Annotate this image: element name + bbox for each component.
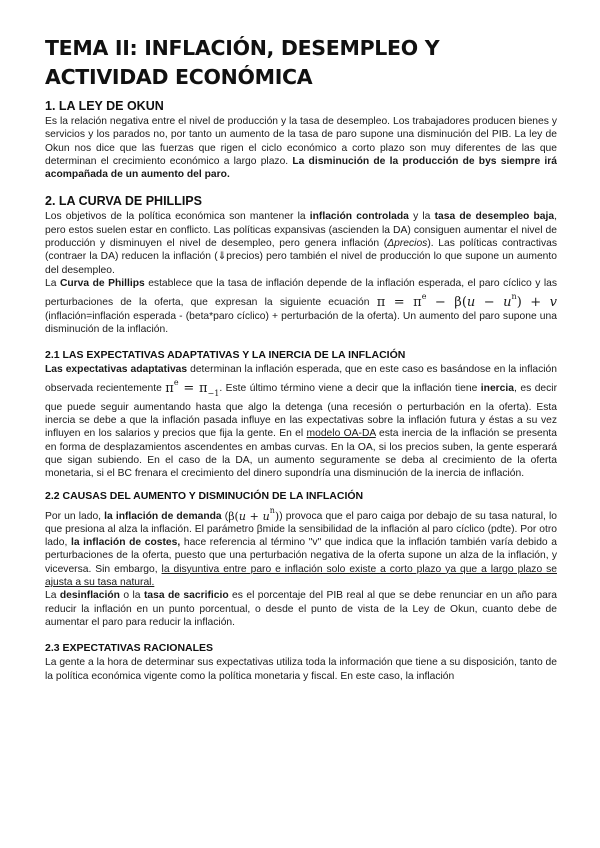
document-title: TEMA II: INFLACIÓN, DESEMPLEO Y ACTIVIDAD ECONÓMICA (45, 36, 440, 89)
text-run: establece que la tasa de inflación depende de la inflación esperada, el paro cíclico y las perturbaciones de la oferta, que expresan la siguiente ecuación (45, 277, 557, 309)
text-run: y la (408, 211, 435, 223)
section-1-heading: 1. LA LEY DE OKUN (45, 99, 164, 113)
text-run: esta inercia de la inflación se presenta en forma de desplazamientos ascendentes en ambas curvas. En la OA, si los precios suben, la gente esperará que sigan subiendo. En el caso de la DA, un aumento seguramente se deba al crecimiento de la oferta monetaria, si el BC frenara el crecimiento del dinero supondría una disminución de la inercia de inflación. (45, 428, 558, 480)
text-run: , pero estos suelen estar en conflicto. Las políticas expansivas (ascienden la DA) consiguen aumentar el nivel de producción y disminuyen el nivel de desempleo, pero genera inflación ( (45, 211, 557, 250)
text-run: determinan la inflación esperada, que en este caso es basándose en la inflación observada recientemente (45, 364, 557, 395)
phillips-paragraph-1 (45, 210, 557, 276)
phillips-equation: $\pi = \pi^e - \beta(u - u^n) + v$ (376, 292, 557, 311)
text-run: es el porcentaje del PIB real al que se debe renunciar en un año para reducir la inflación en un punto porcentual, o desde el punto de vista de la Ley de Okun, cuanto debe de aumentar el paro para reducir la inflación. (45, 590, 557, 628)
section-2-3-heading: 2.3 EXPECTATIVAS RACIONALES (45, 642, 214, 655)
text-run: Por un lado, (45, 510, 105, 522)
text-run: . Este último término viene a decir que la inflación tiene (219, 383, 481, 395)
bold-curva-phillips: Curva de Phillips (59, 277, 145, 289)
text-run: La (45, 277, 60, 289)
text-run: ). Las políticas contractivas (contraer la DA) reducen la inflación (⇓precios) pero también el nivel de producción lo que supone un aumento del desempleo. (45, 238, 557, 276)
causas-paragraph-1 (45, 504, 557, 590)
text-run: ) provoca que el paro caiga por debajo de su tasa natural, lo que presiona al alza la inflación. El parámetro βmide la sensibilidad de la inflación al paro cíclico (pdte). Por otro lado, (45, 510, 557, 549)
section-2-2-heading: 2.2 CAUSAS DEL AUMENTO Y DISMINUCIÓN DE LA INFLACIÓN (45, 489, 364, 502)
phillips-paragraph-2 (45, 277, 557, 336)
text-run: La (45, 590, 60, 602)
expectativas-paragraph (45, 363, 557, 480)
section-2-1-heading: 2.1 LAS EXPECTATIVAS ADAPTATIVAS Y LA INERCIA DE LA INFLACIÓN (45, 349, 406, 362)
demand-term-equation: $\beta(u + u^n)$ (228, 505, 280, 523)
adaptive-expectations-equation: $\pi^e = \pi_{-1}$ (165, 378, 220, 399)
bold-inflacion-controlada: inflación controlada (309, 211, 409, 223)
okun-text: Es la relación negativa entre el nivel de producción y la tasa de desempleo. Los trabajadores producen bienes y servicios y los parados no, por tanto un aumento de la tasa de paro supone una disminución del PIB. La ley de Okun nos dice que las fuerzas que rigen el ciclo económico a corto plazo son muy diferentes de las que determinan el crecimiento económico a largo plazo. (45, 116, 557, 167)
underlined-modelo-oa-da: modelo OA-DA (306, 428, 376, 440)
section-2-heading: 2. LA CURVA DE PHILLIPS (45, 194, 202, 209)
delta-precios: Δprecios (387, 238, 428, 250)
bold-inflacion-demanda: la inflación de demanda (104, 510, 222, 522)
bold-desinflacion: desinflación (59, 590, 120, 602)
text-run: hace referencia al término "v" que indica que la inflación también varía debido a perturbaciones de la oferta, puesto que una perturbación negativa de la oferta supone un alza de la inflación, y viceversa. Sin embargo, (45, 537, 557, 575)
bold-inercia: inercia (480, 383, 514, 395)
bold-tasa-desempleo: tasa de desempleo baja (434, 211, 555, 223)
bold-expectativas-adaptativas: Las expectativas adaptativas (45, 364, 188, 376)
okun-bold-conclusion: La disminución de la producción de bys siempre irá acompañada de un aumento del paro. (45, 155, 557, 181)
bold-inflacion-costes: la inflación de costes, (70, 537, 181, 549)
text-run: ( (221, 510, 229, 522)
text-run: (inflación=inflación esperada - (beta*paro cíclico) + perturbación de la oferta). Un aumento del paro supone una disminución de la inflación. (45, 310, 557, 335)
underlined-disyuntiva: la disyuntiva entre paro e inflación solo existe a corto plazo ya que a largo plazo se ajusta a su tasa natural. (45, 563, 557, 589)
document-page (45, 34, 557, 683)
causas-paragraph-2 (45, 589, 557, 629)
bold-tasa-sacrificio: tasa de sacrificio (143, 590, 229, 602)
text-run: , es decir que puede seguir aumentando hasta que algo la detenga (una recesión o perturbación en la oferta). Esta inercia se debe a que la inflación pasada influye en las expectativas sobre la inflación futura y éstas a su vez influyen en los salarios y precios que fija la gente. En el (45, 383, 558, 440)
text-run: Los objetivos de la política económica son mantener la (45, 211, 310, 223)
section-1-paragraph (45, 115, 557, 181)
text-run: o la (119, 590, 144, 602)
expectativas-racionales-paragraph: La gente a la hora de determinar sus expectativas utiliza toda la información que tiene a su disposición, tanto de la política económica vigente como la política monetaria y fiscal. En este caso, la inflación (45, 657, 557, 682)
